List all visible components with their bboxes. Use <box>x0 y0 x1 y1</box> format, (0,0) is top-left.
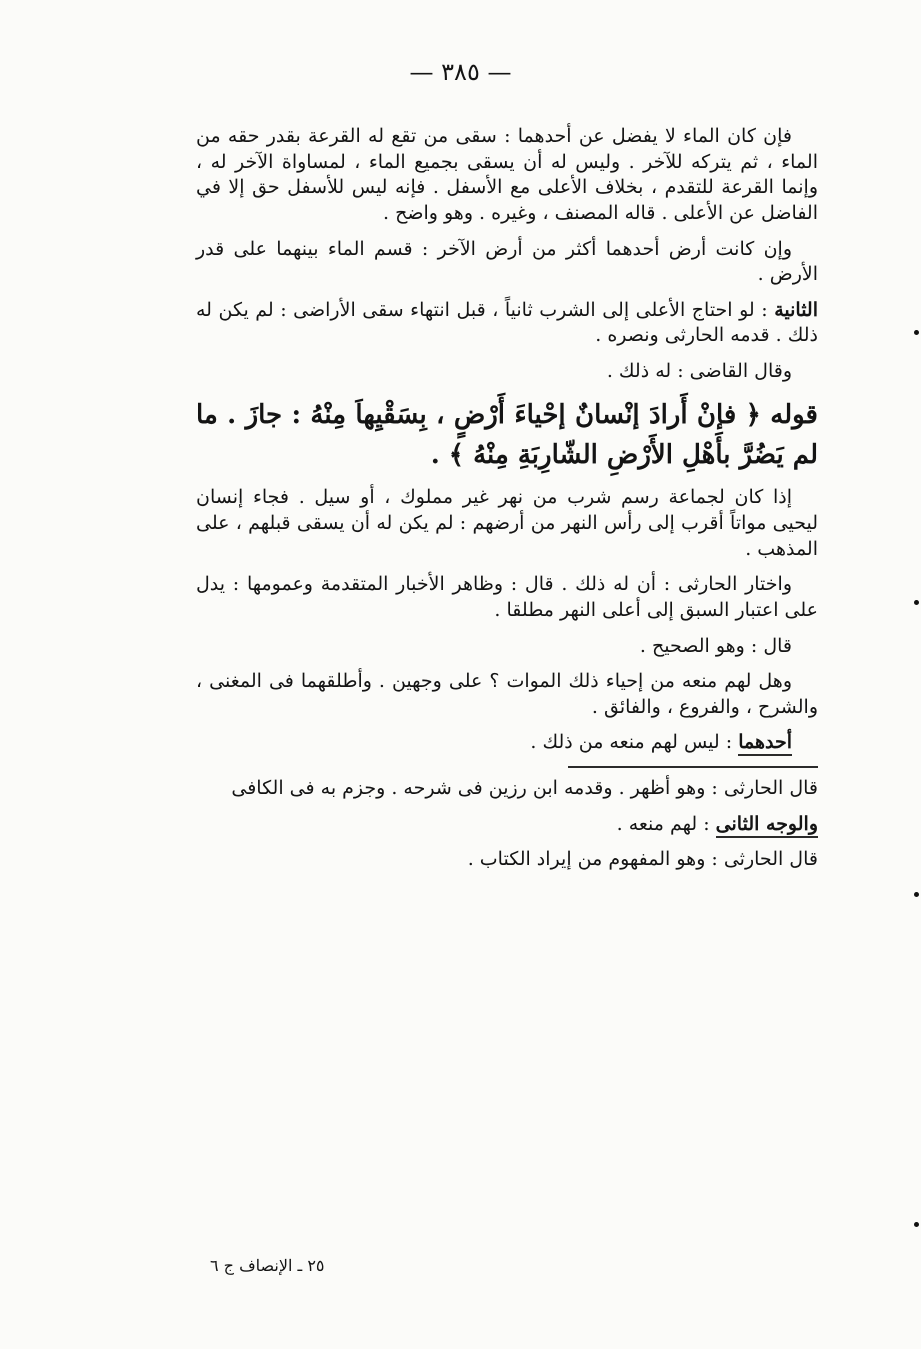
paragraph <box>196 298 818 349</box>
section-lead: أحدهما <box>738 731 792 756</box>
divider-rule <box>568 766 818 768</box>
paragraph <box>196 359 818 385</box>
paragraph-text: قال الحارثى : وهو المفهوم من إيراد الكتاب . <box>467 848 818 871</box>
paragraph <box>196 730 818 756</box>
paragraph <box>196 485 818 562</box>
paragraph-text: : لو احتاج الأعلى إلى الشرب ثانياً ، قبل انتهاء سقى الأراضى : لم يكن له ذلك . قدمه الحارثى ونصره . <box>196 298 818 347</box>
paragraph <box>196 124 818 227</box>
page-body <box>196 124 818 883</box>
quote-lead: قوله <box>770 399 818 430</box>
margin-dot <box>914 600 919 605</box>
margin-dot <box>914 892 919 897</box>
paragraph <box>196 776 818 802</box>
paragraph-text: واختار الحارثى : أن له ذلك . قال : وظاهر الأخبار المتقدمة وعمومها : يدل على اعتبار السبق إلى أعلى النهر مطلقا . <box>196 573 818 621</box>
paragraph <box>196 847 818 873</box>
paragraph <box>196 812 818 838</box>
quote-text: ﴿ فإنْ أَرادَ إنْسانٌ إحْياءَ أَرْضٍ ، بِسَقْيِهاَ مِنْهُ : جازَ . ما لم يَضُرَّ بأَهْلِ الأَرْضِ الشّارِبَةِ مِنْهُ ﴾ . <box>196 399 818 471</box>
paragraph-text: : لهم منعه . <box>616 812 710 835</box>
margin-dot <box>914 330 919 335</box>
paragraph <box>196 237 818 288</box>
paragraph <box>196 634 818 660</box>
matn-quote <box>196 395 818 476</box>
paragraph-text: وقال القاضى : له ذلك . <box>606 360 792 383</box>
section-lead: والوجه الثانى <box>716 813 818 838</box>
paragraph-text: فإن كان الماء لا يفضل عن أحدهما : سقى من تقع له القرعة بقدر حقه من الماء ، ثم يتركه للآخر . وليس له أن يسقى بجميع الماء ، لمساواة الآخر له ، وإنما القرعة للتقدم ، بخلاف الأعلى مع الأسفل . فإنه ليس للأسفل حق إلا في الفاضل عن الأعلى . قاله المصنف ، وغيره . وهو واضح . <box>196 125 818 224</box>
section-lead: الثانية <box>774 298 819 321</box>
paragraph-text: وهل لهم منعه من إحياء ذلك الموات ؟ على وجهين . وأطلقهما فى المغنى ، والشرح ، والفروع ، والفائق . <box>196 670 818 718</box>
paragraph <box>196 572 818 623</box>
paragraph-text: قال : وهو الصحيح . <box>639 634 792 657</box>
paragraph-text: إذا كان لجماعة رسم شرب من نهر غير مملوك ، أو سيل . فجاء إنسان ليحيى مواتاً أقرب إلى رأس النهر من أرضهم : لم يكن له أن يسقى قبلهم ، على المذهب . <box>196 486 818 560</box>
paragraph-text: : ليس لهم منعه من ذلك . <box>530 731 733 754</box>
paragraph-text: قال الحارثى : وهو أظهر . وقدمه ابن رزين فى شرحه . وجزم به فى الكافى <box>231 777 818 800</box>
margin-dot <box>914 1222 919 1227</box>
page-footer-signature: ٢٥ ـ الإنصاف ج ٦ <box>210 1256 325 1275</box>
page-number: — ٣٨٥ — <box>409 58 512 86</box>
paragraph <box>196 669 818 720</box>
paragraph-text: وإن كانت أرض أحدهما أكثر من أرض الآخر : قسم الماء بينهما على قدر الأرض . <box>196 237 818 286</box>
